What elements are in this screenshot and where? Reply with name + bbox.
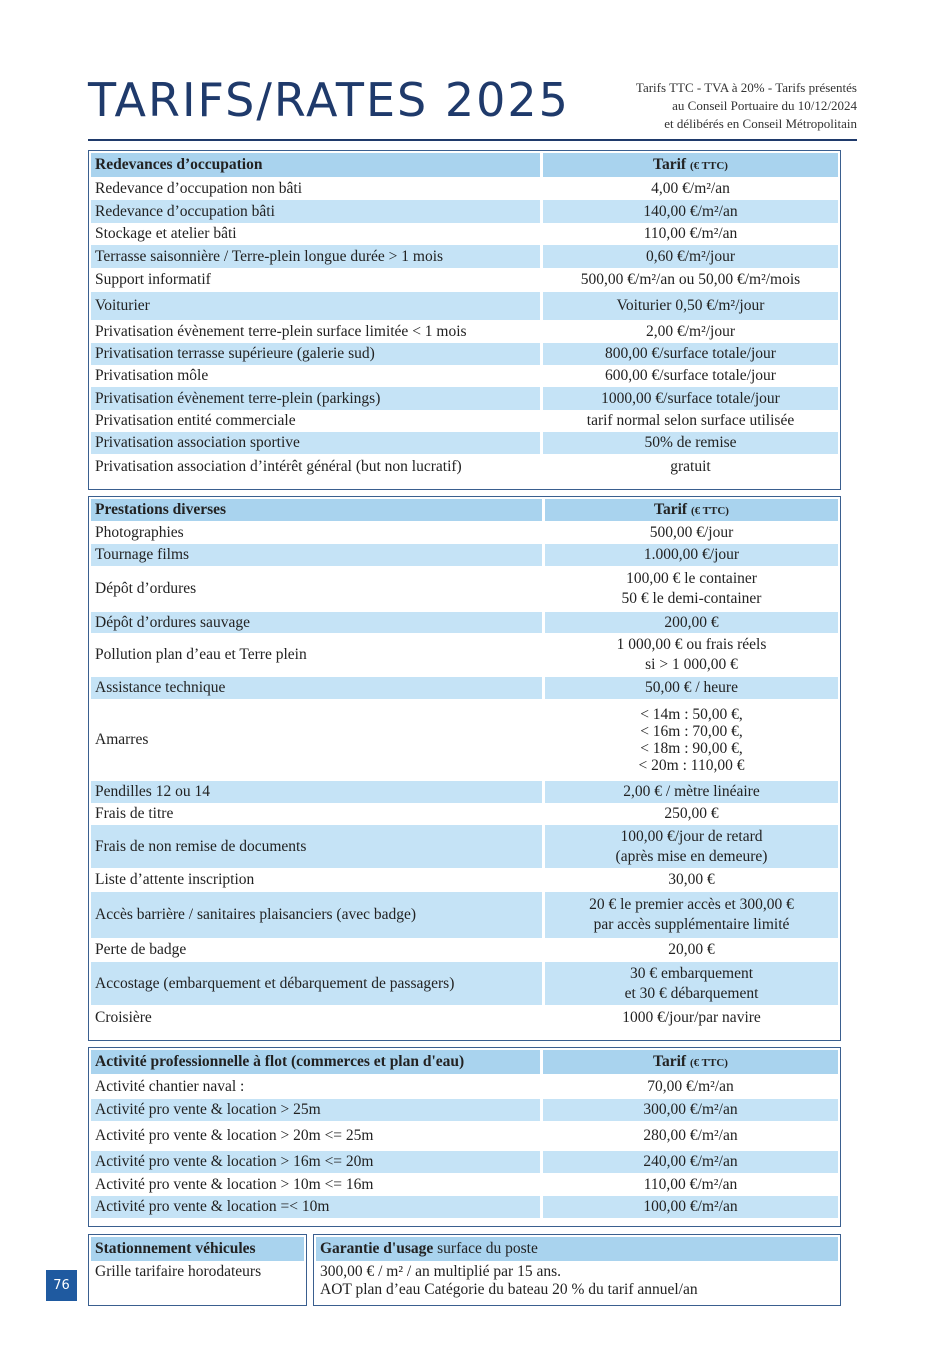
- table-row: [91, 200, 838, 223]
- row-price: 100,00 €/jour de retard (après mise en demeure): [545, 825, 838, 868]
- garantie-title-bold: Garantie d'usage: [320, 1240, 434, 1257]
- row-label: Voiturier: [91, 292, 543, 320]
- row-price: 1000,00 €/surface totale/jour: [543, 387, 838, 410]
- row-label: Dépôt d’ordures: [91, 566, 545, 612]
- row-label: Privatisation association sportive: [91, 432, 543, 454]
- table-row: [91, 892, 838, 938]
- row-price: 300,00 €/m²/an: [543, 1099, 838, 1121]
- table-header-row: [91, 153, 838, 177]
- tax-note-line: au Conseil Portuaire du 10/12/2024: [672, 98, 857, 113]
- row-price: 50% de remise: [543, 432, 838, 454]
- table-row: [91, 1099, 838, 1121]
- table-row: [91, 699, 838, 781]
- row-label: Privatisation évènement terre-plein surface limitée < 1 mois: [91, 320, 543, 343]
- column-header-tarif: [543, 1050, 838, 1074]
- services-table: [88, 496, 841, 1041]
- row-label: Photographies: [91, 521, 545, 544]
- row-price: 800,00 €/surface totale/jour: [543, 343, 838, 365]
- row-label: Tournage films: [91, 544, 545, 566]
- row-label: Stockage et atelier bâti: [91, 223, 543, 245]
- row-price: 20,00 €: [668, 941, 715, 958]
- table-row: [91, 177, 838, 200]
- row-label: Privatisation évènement terre-plein (parkings): [91, 387, 543, 410]
- garantie-title: [316, 1237, 838, 1261]
- row-price: 1 000,00 € ou frais réels si > 1 000,00 €: [616, 636, 767, 673]
- row-price: 100,00 €/m²/an: [543, 1196, 838, 1218]
- column-header: Prestations diverses: [91, 499, 545, 521]
- row-price: 110,00 €/m²/an: [643, 225, 738, 242]
- table-row: [91, 292, 838, 320]
- table-row: [91, 825, 838, 868]
- row-price: 4,00 €/m²/an: [651, 179, 730, 197]
- row-price: 1000 €/jour/par navire: [622, 1009, 761, 1026]
- table-row: [91, 1196, 838, 1218]
- pro-activity-table: [88, 1047, 841, 1227]
- table-row: [91, 268, 838, 292]
- row-label: Accès barrière / sanitaires plaisanciers (avec badge): [91, 892, 545, 938]
- table-row: [91, 365, 838, 387]
- table-row: [91, 432, 838, 454]
- row-label: Redevance d’occupation non bâti: [91, 177, 543, 200]
- tax-note-line: et délibérés en Conseil Métropolitain: [664, 116, 857, 131]
- table-row: [91, 868, 838, 892]
- garantie-line-1: 300,00 € / m² / an multiplié par 15 ans.: [320, 1263, 561, 1280]
- row-label: Liste d’attente inscription: [91, 868, 545, 892]
- table-row: [91, 387, 838, 410]
- row-label: Accostage (embarquement et débarquement de passagers): [91, 962, 545, 1005]
- row-label: Privatisation môle: [91, 365, 543, 387]
- row-price: 1.000,00 €/jour: [545, 544, 838, 566]
- row-price: 0,60 €/m²/jour: [543, 245, 838, 268]
- row-label: Activité pro vente & location > 10m <= 16m: [91, 1173, 543, 1196]
- row-label: Privatisation terrasse supérieure (galerie sud): [91, 343, 543, 365]
- row-label: Perte de badge: [91, 938, 545, 962]
- row-price: 2,00 €/m²/jour: [645, 322, 736, 340]
- row-price: Voiturier 0,50 €/m²/jour: [543, 292, 838, 320]
- page-number: 76: [46, 1270, 77, 1301]
- table-row: [91, 962, 838, 1005]
- table-row: [91, 1173, 838, 1196]
- row-price: 600,00 €/surface totale/jour: [605, 367, 776, 384]
- table-row: [91, 803, 838, 825]
- column-header: Activité professionnelle à flot (commerces et plan d'eau): [91, 1050, 543, 1074]
- row-price: 50,00 € / heure: [545, 677, 838, 699]
- occupation-table-grid: [91, 153, 838, 479]
- table-row: [91, 677, 838, 699]
- row-label: Terrasse saisonnière / Terre-plein longue durée > 1 mois: [91, 245, 543, 268]
- row-label: Assistance technique: [91, 677, 545, 699]
- row-label: Pollution plan d’eau et Terre plein: [91, 633, 545, 677]
- tarif-label: Tarif: [654, 501, 688, 518]
- row-label: Frais de titre: [91, 803, 545, 825]
- parking-body: Grille tarifaire horodateurs: [95, 1263, 262, 1280]
- column-header-tarif: [545, 499, 838, 521]
- table-row: [91, 566, 838, 612]
- garantie-title-rest: surface du poste: [433, 1240, 538, 1257]
- row-price: 250,00 €: [664, 805, 719, 822]
- row-label: Frais de non remise de documents: [91, 825, 545, 868]
- row-label: Croisière: [91, 1005, 545, 1031]
- row-label: Privatisation entité commerciale: [91, 410, 543, 432]
- row-price: 110,00 €/m²/an: [643, 1175, 738, 1193]
- row-label: Amarres: [91, 699, 545, 781]
- table-row: [91, 320, 838, 343]
- row-label: Pendilles 12 ou 14: [91, 781, 545, 803]
- row-label: Redevance d’occupation bâti: [91, 200, 543, 223]
- row-price: 70,00 €/m²/an: [647, 1077, 734, 1095]
- services-table-grid: [91, 499, 838, 1031]
- table-row: [91, 521, 838, 544]
- table-header-row: [91, 499, 838, 521]
- column-header: Redevances d’occupation: [91, 153, 543, 177]
- row-label: Privatisation association d’intérêt général (but non lucratif): [91, 454, 543, 479]
- row-label: Activité pro vente & location > 25m: [91, 1099, 543, 1121]
- tarif-label: Tarif: [653, 156, 687, 173]
- tax-note-line: Tarifs TTC - TVA à 20% - Tarifs présentés: [635, 80, 857, 95]
- row-price: gratuit: [670, 457, 711, 475]
- table-row: [91, 1074, 838, 1099]
- table-row: [91, 612, 838, 633]
- occupation-table: [88, 150, 841, 490]
- table-row: [91, 245, 838, 268]
- row-price: 140,00 €/m²/an: [543, 200, 838, 223]
- table-row: [91, 1121, 838, 1151]
- row-price: < 14m : 50,00 €, < 16m : 70,00 €, < 18m : 90,00 €, < 20m : 110,00 €: [638, 706, 745, 774]
- page-title: TARIFS/RATES 2025: [88, 73, 570, 127]
- title-rule: [88, 139, 857, 141]
- table-row: [91, 343, 838, 365]
- row-price: 500,00 €/jour: [649, 523, 734, 541]
- table-row: [91, 633, 838, 677]
- row-price: 240,00 €/m²/an: [543, 1151, 838, 1173]
- row-label: Activité pro vente & location > 16m <= 20m: [91, 1151, 543, 1173]
- row-price: 2,00 € / mètre linéaire: [545, 781, 838, 803]
- parking-box: [88, 1234, 307, 1306]
- row-price: 280,00 €/m²/an: [643, 1127, 738, 1144]
- tax-note: [557, 79, 857, 133]
- row-price: 20 € le premier accès et 300,00 € par accès supplémentaire limité: [545, 892, 838, 938]
- tarif-label: Tarif: [653, 1053, 687, 1070]
- table-row: [91, 938, 838, 962]
- row-price: 30 € embarquement et 30 € débarquement: [545, 962, 838, 1005]
- row-price: tarif normal selon surface utilisée: [586, 412, 795, 429]
- table-row: [91, 1005, 838, 1031]
- parking-title: Stationnement véhicules: [91, 1237, 304, 1261]
- row-price: 30,00 €: [668, 871, 715, 888]
- table-row: [91, 544, 838, 566]
- row-price: 200,00 €: [545, 612, 838, 633]
- table-row: [91, 454, 838, 479]
- row-label: Activité chantier naval :: [91, 1074, 543, 1099]
- row-label: Activité pro vente & location > 20m <= 25m: [91, 1121, 543, 1151]
- table-row: [91, 1151, 838, 1173]
- table-row: [91, 410, 838, 432]
- table-header-row: [91, 1050, 838, 1074]
- column-header-tarif: [543, 153, 838, 177]
- row-price: 500,00 €/m²/an ou 50,00 €/m²/mois: [580, 271, 801, 288]
- garantie-box: [313, 1234, 841, 1306]
- garantie-line-2: AOT plan d’eau Catégorie du bateau 20 % du tarif annuel/an: [320, 1281, 698, 1298]
- row-label: Support informatif: [91, 268, 543, 292]
- tarif-unit: (€ TTC): [689, 1057, 728, 1069]
- tarif-unit: (€ TTC): [689, 160, 728, 172]
- row-label: Activité pro vente & location =< 10m: [91, 1196, 543, 1218]
- table-row: [91, 223, 838, 245]
- tarif-unit: (€ TTC): [690, 505, 729, 517]
- row-price: 100,00 € le container 50 € le demi-container: [621, 570, 762, 607]
- pro-activity-table-grid: [91, 1050, 838, 1218]
- table-row: [91, 781, 838, 803]
- row-label: Dépôt d’ordures sauvage: [91, 612, 545, 633]
